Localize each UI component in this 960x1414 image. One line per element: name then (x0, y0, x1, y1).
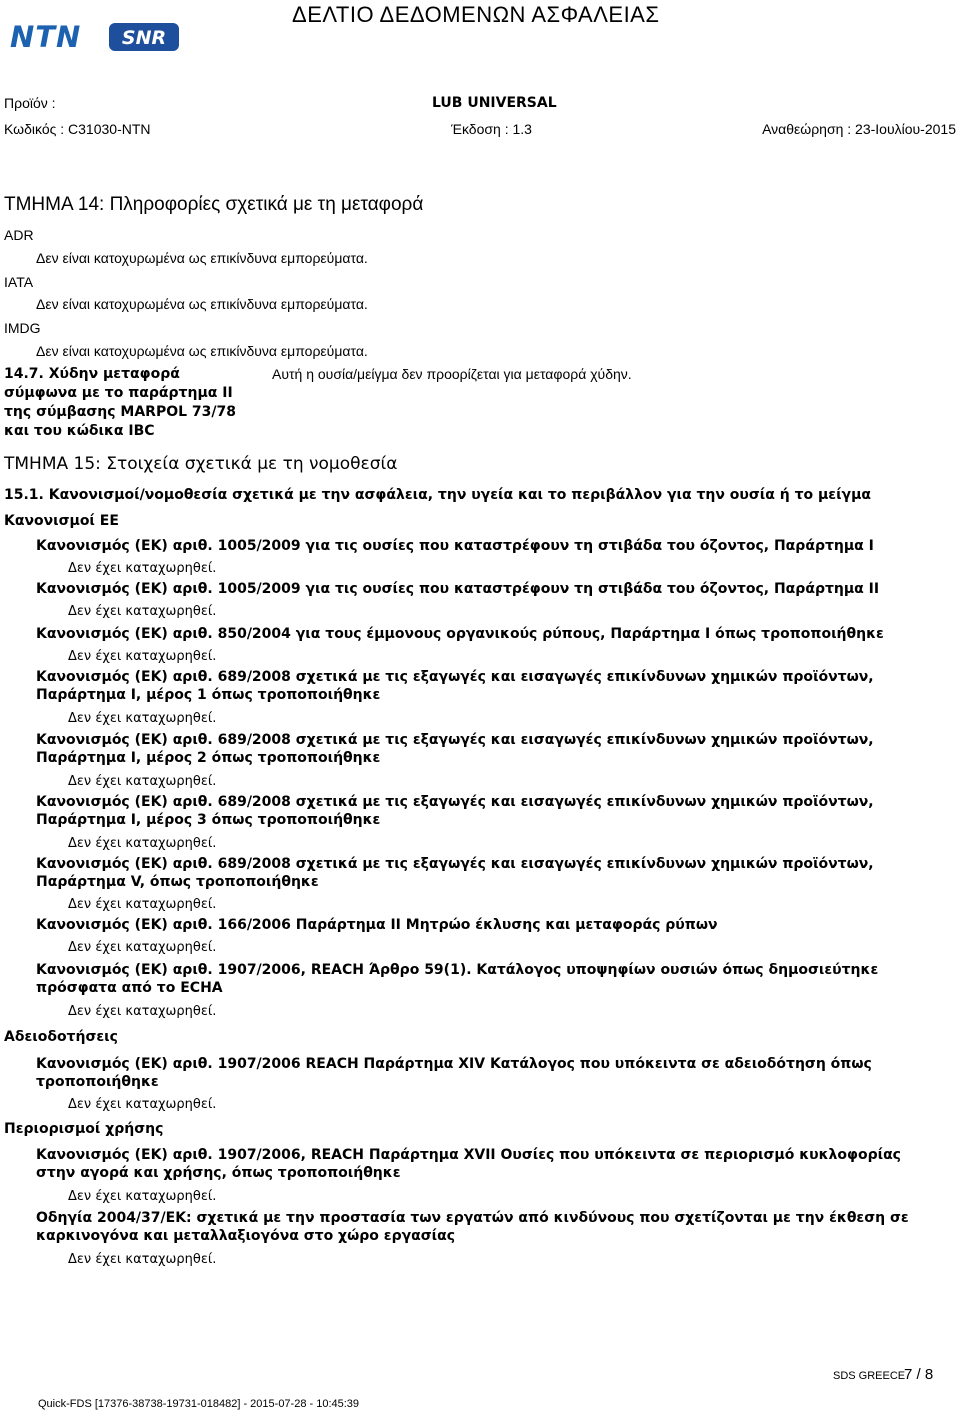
bulk-transport-label-line-1: 14.7. Χύδην μεταφορά (4, 366, 180, 382)
regulation-item: Κανονισμός (ΕΚ) αριθ. 689/2008 σχετικά με τις εξαγωγές και εισαγωγές επικίνδυνων χημικών προϊόντων, Παράρτημα I, μέρος 2 όπως τροποποιήθηκε (36, 732, 874, 766)
product-code: Κωδικός : C31030-NTN (4, 121, 151, 137)
transport-mode-imdg: IMDG (4, 320, 41, 336)
restrictions-heading: Περιορισμοί χρήσης (4, 1121, 164, 1137)
transport-mode-adr-text: Δεν είναι κατοχυρωμένα ως επικίνδυνα εμπορεύματα. (36, 250, 368, 266)
regulation-status: Δεν έχει καταχωρηθεί. (68, 1189, 217, 1204)
regulation-status: Δεν έχει καταχωρηθεί. (68, 711, 217, 726)
regulation-status: Δεν έχει καταχωρηθεί. (68, 940, 217, 955)
regulation-status: Δεν έχει καταχωρηθεί. (68, 774, 217, 789)
authorisation-regulation: Κανονισμός (ΕΚ) αριθ. 1907/2006 REACH Παράρτημα XIV Κατάλογος που υπόκειντα σε αδειοδότηση όπως τροποποιήθηκε (36, 1056, 872, 1090)
regulation-item: Κανονισμός (ΕΚ) αριθ. 1005/2009 για τις ουσίες που καταστρέφουν τη στιβάδα του όζοντος, Παράρτημα II (36, 581, 880, 597)
regulation-item: Κανονισμός (ΕΚ) αριθ. 689/2008 σχετικά με τις εξαγωγές και εισαγωγές επικίνδυνων χημικών προϊόντων, Παράρτημα I, μέρος 1 όπως τροποποιήθηκε (36, 669, 874, 703)
directive-2004-37: Οδηγία 2004/37/ΕΚ: σχετικά με την προστασία των εργατών από κινδύνους που σχετίζονται με την έκθεση σε καρκινογόνα και μεταλλαξιογόνα στο χώρο εργασίας (36, 1210, 909, 1244)
revision-date: Αναθεώρηση : 23-Ιουλίου-2015 (762, 121, 956, 137)
bulk-transport-label-line-4: και του κώδικα IBC (4, 423, 155, 439)
eu-regulations-heading: Κανονισμοί ΕΕ (4, 513, 119, 529)
product-label: Προϊόν : (4, 95, 56, 111)
regulation-item: Κανονισμός (ΕΚ) αριθ. 166/2006 Παράρτημα II Μητρώο έκλυσης και μεταφοράς ρύπων (36, 917, 718, 933)
regulation-item: Κανονισμός (ΕΚ) αριθ. 689/2008 σχετικά με τις εξαγωγές και εισαγωγές επικίνδυνων χημικών προϊόντων, Παράρτημα I, μέρος 3 όπως τροποποιήθηκε (36, 794, 874, 828)
regulation-status: Δεν έχει καταχωρηθεί. (68, 1004, 217, 1019)
regulation-item: Κανονισμός (ΕΚ) αριθ. 850/2004 για τους έμμονους οργανικούς ρύπους, Παράρτημα I όπως τροποποιήθηκε (36, 626, 884, 642)
regulation-status: Δεν έχει καταχωρηθεί. (68, 649, 217, 664)
page-number: 7 / 8 (904, 1366, 934, 1383)
transport-mode-iata: IATA (4, 274, 34, 290)
transport-mode-imdg-text: Δεν είναι κατοχυρωμένα ως επικίνδυνα εμπορεύματα. (36, 343, 368, 359)
regulation-status: Δεν έχει καταχωρηθεί. (68, 1097, 217, 1112)
document-title: ΔΕΛΤΙΟ ΔΕΔΟΜΕΝΩΝ ΑΣΦΑΛΕΙΑΣ (292, 2, 660, 27)
section-15-title: ΤΜΗΜΑ 15: Στοιχεία σχετικά με τη νομοθεσία (4, 454, 398, 474)
authorisations-heading: Αδειοδοτήσεις (4, 1029, 118, 1045)
transport-mode-iata-text: Δεν είναι κατοχυρωμένα ως επικίνδυνα εμπορεύματα. (36, 296, 368, 312)
restriction-regulation: Κανονισμός (ΕΚ) αριθ. 1907/2006, REACH Παράρτημα XVII Ουσίες που υπόκειντα σε περιορισμό κυκλοφορίας στην αγορά και χρήσης, όπως τροποποιήθηκε (36, 1147, 901, 1181)
generator-stamp: Quick-FDS [17376-38738-19731-018482] - 2015-07-28 - 10:45:39 (38, 1398, 360, 1410)
regulation-item: Κανονισμός (ΕΚ) αριθ. 689/2008 σχετικά με τις εξαγωγές και εισαγωγές επικίνδυνων χημικών προϊόντων, Παράρτημα V, όπως τροποποιήθηκε (36, 856, 874, 890)
bulk-transport-value: Αυτή η ουσία/μείγμα δεν προορίζεται για μεταφορά χύδην. (272, 366, 632, 382)
section-15-1-subtitle: 15.1. Κανονισμοί/νομοθεσία σχετικά με την ασφάλεια, την υγεία και το περιβάλλον για την ουσία ή το μείγμα (4, 487, 872, 503)
bulk-transport-label-line-2: σύμφωνα με το παράρτημα II (4, 385, 233, 401)
transport-mode-adr: ADR (4, 227, 34, 243)
sds-country-label: SDS GREECE (833, 1370, 906, 1382)
bulk-transport-label-line-3: της σύμβασης MARPOL 73/78 (4, 404, 236, 420)
section-14-title: ΤΜΗΜΑ 14: Πληροφορίες σχετικά με τη μεταφορά (4, 194, 424, 215)
snr-logo (108, 22, 180, 52)
regulation-status: Δεν έχει καταχωρηθεί. (68, 836, 217, 851)
regulation-status: Δεν έχει καταχωρηθεί. (68, 561, 217, 576)
snr-logo-text: SNR (121, 27, 167, 49)
ntn-logo: NTN (10, 20, 82, 54)
regulation-status: Δεν έχει καταχωρηθεί. (68, 1252, 217, 1267)
regulation-status: Δεν έχει καταχωρηθεί. (68, 604, 217, 619)
edition: Έκδοση : 1.3 (451, 121, 532, 137)
regulation-item: Κανονισμός (ΕΚ) αριθ. 1907/2006, REACH Άρθρο 59(1). Κατάλογος υποψηφίων ουσιών όπως δημοσιεύτηκε πρόσφατα από το ECHA (36, 962, 879, 996)
regulation-status: Δεν έχει καταχωρηθεί. (68, 897, 217, 912)
product-name: LUB UNIVERSAL (432, 95, 557, 111)
regulation-item: Κανονισμός (ΕΚ) αριθ. 1005/2009 για τις ουσίες που καταστρέφουν τη στιβάδα του όζοντος, Παράρτημα I (36, 538, 874, 554)
